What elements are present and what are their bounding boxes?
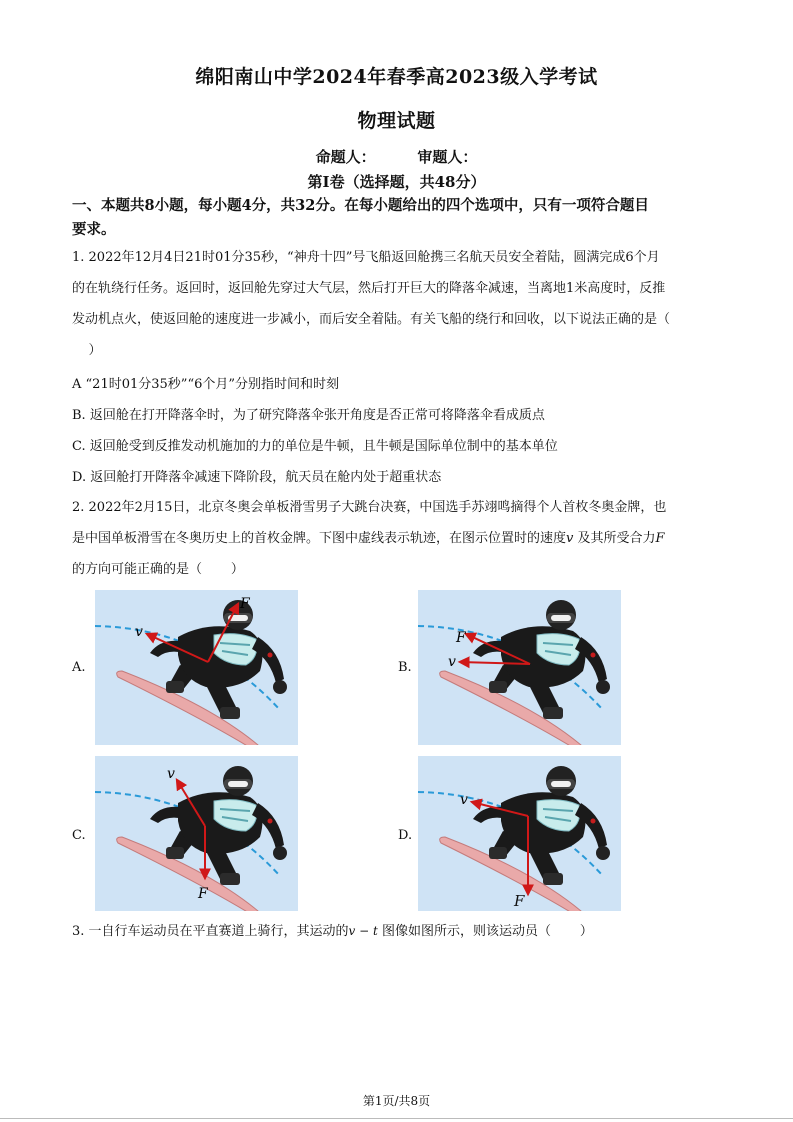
bottom-divider xyxy=(0,1118,793,1119)
force-symbol: F xyxy=(655,531,665,546)
f-label: F xyxy=(240,596,250,612)
question-3 xyxy=(72,920,593,939)
snowboarder-picture-b[interactable] xyxy=(418,590,621,745)
choice-c-label[interactable]: C. xyxy=(72,828,86,843)
subject-title: 物理试题 xyxy=(357,110,436,132)
q1-option-c[interactable]: C. 返回舱受到反推发动机施加的力的单位是牛顿，且牛顿是国际单位制中的基本单位 xyxy=(72,439,558,454)
v-label: v xyxy=(167,766,175,782)
choice-d-f-label: F xyxy=(514,892,525,910)
snowboarder-picture-c[interactable] xyxy=(95,756,298,911)
q3-text-b: 图像如图所示，则该运动员（ ） xyxy=(377,924,593,939)
q1-line-4: ） xyxy=(72,343,102,358)
q1-line-2: 的在轨绕行任务。返回时，返回舱先穿过大气层，然后打开巨大的降落伞减速，当离地1米高度时，反推 xyxy=(72,281,666,296)
question-1 xyxy=(72,242,732,366)
f-label: F xyxy=(198,886,208,902)
q2-line-2b: 及其所受合力 xyxy=(573,531,656,546)
velocity-symbol: v xyxy=(566,531,574,546)
question-2 xyxy=(72,492,732,585)
instructions-line-2: 要求。 xyxy=(72,221,116,238)
q1-option-a[interactable]: A “21时01分35秒”“6个月”分别指时间和时刻 xyxy=(72,377,340,392)
f-label: F xyxy=(456,630,466,646)
snowboarder-picture-d[interactable] xyxy=(418,756,621,911)
instructions-line-1: 一、本题共8小题，每小题4分，共32分。在每小题给出的四个选项中，只有一项符合题目 xyxy=(72,197,649,214)
exam-title: 绵阳南山中学2024年春季高2023级入学考试 xyxy=(195,66,598,88)
q1-option-d[interactable]: D. 返回舱打开降落伞减速下降阶段，航天员在舱内处于超重状态 xyxy=(72,470,442,485)
q3-text-a: 3. 一自行车运动员在平直赛道上骑行，其运动的 xyxy=(72,924,349,939)
choice-d-label[interactable]: D. xyxy=(398,828,413,843)
choice-b-label[interactable]: B. xyxy=(398,660,412,675)
v-label: v xyxy=(135,624,143,640)
section-title: 第Ⅰ卷（选择题，共48分） xyxy=(307,173,486,191)
page-number: 第1页/共8页 xyxy=(362,1094,431,1108)
instructions xyxy=(72,194,732,242)
q1-line-1: 1. 2022年12月4日21时01分35秒，“神舟十四”号飞船返回舱携三名航天员安全着陆，圆满完成6个月 xyxy=(72,250,660,265)
choice-a-label[interactable]: A. xyxy=(72,660,86,675)
q1-option-b[interactable]: B. 返回舱在打开降落伞时，为了研究降落伞张开角度是否正常可将降落伞看成质点 xyxy=(72,408,545,423)
v-label: v xyxy=(448,654,456,670)
q2-line-1: 2. 2022年2月15日，北京冬奥会单板滑雪男子大跳台决赛，中国选手苏翊鸣摘得个人首枚冬奥金牌，也 xyxy=(72,500,667,515)
v-label: v xyxy=(460,792,468,808)
q1-line-3: 发动机点火，使返回舱的速度进一步减小，而后安全着陆。有关飞船的绕行和回收，以下说法正确的是（ xyxy=(72,312,671,327)
q2-line-2a: 是中国单板滑雪在冬奥历史上的首枚金牌。下图中虚线表示轨迹，在图示位置时的速度 xyxy=(72,531,567,546)
vt-symbol: v − t xyxy=(348,924,378,938)
snowboarder-picture-a[interactable] xyxy=(95,590,298,745)
authors-line: 命题人： 审题人： xyxy=(315,148,478,166)
q2-line-2 xyxy=(72,523,732,554)
q2-line-3: 的方向可能正确的是（ ） xyxy=(72,562,244,577)
